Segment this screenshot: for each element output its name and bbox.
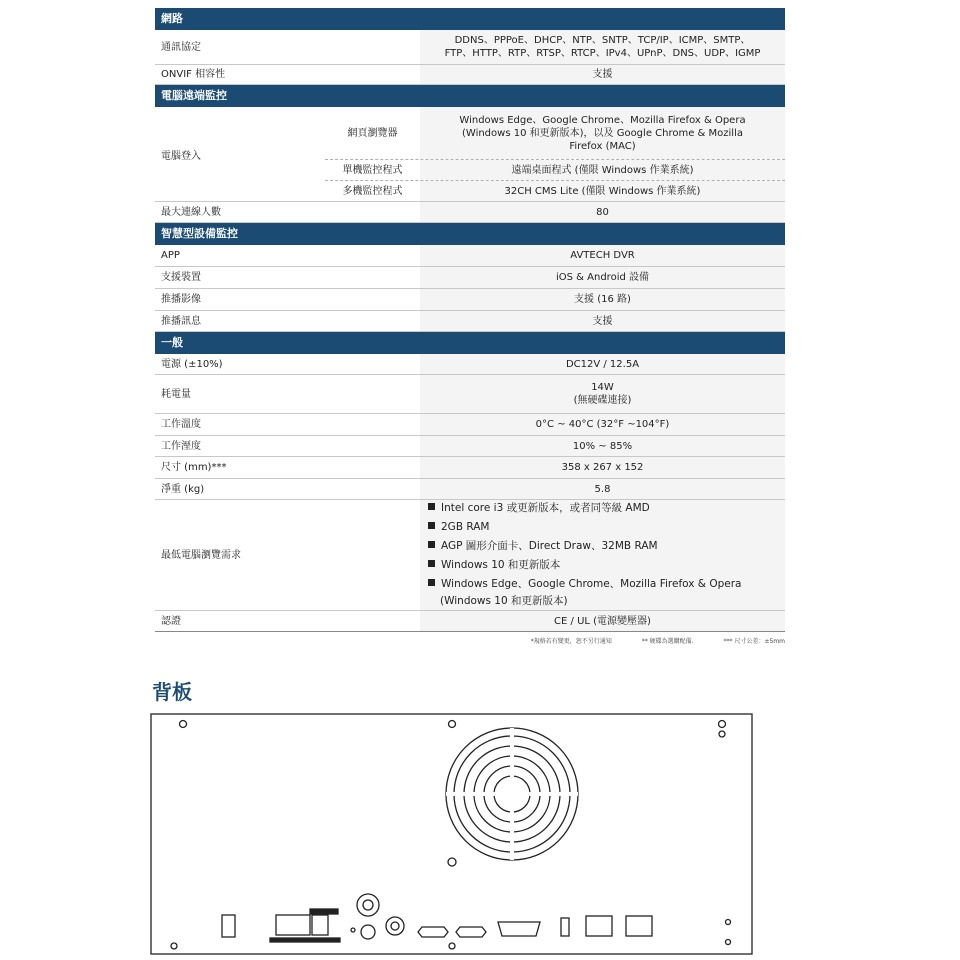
app-label: APP <box>161 250 180 261</box>
spec-sheet <box>155 8 785 645</box>
bnc-inner <box>363 900 373 910</box>
browser-value-line3: Firefox (MAC) <box>569 140 636 152</box>
row-temp <box>155 414 785 436</box>
browser-label: 網頁瀏覽器 <box>347 127 398 139</box>
humidity-label: 工作溼度 <box>161 440 201 452</box>
footnotes <box>155 636 785 645</box>
fan-grille-icon <box>446 728 725 866</box>
row-browser <box>325 107 785 160</box>
video-in-bnc-icon <box>357 894 379 916</box>
row-humidity <box>155 436 785 457</box>
power-port-icon <box>222 915 235 937</box>
footnote-2: ** 硬碟為選購配備. <box>641 638 694 645</box>
min-req-text: 2GB RAM <box>441 521 490 533</box>
audio-out-icon <box>361 925 375 939</box>
min-req-label: 最低電腦瀏覽需求 <box>161 549 241 561</box>
row-app <box>155 245 785 267</box>
footnote-3: *** 尺寸公差：±5mm <box>723 638 785 645</box>
row-multi-monitor <box>325 181 785 201</box>
min-req-item <box>426 519 489 536</box>
rj45-port-icon <box>626 916 652 936</box>
row-size <box>155 457 785 479</box>
screw-hole <box>726 920 731 925</box>
vga-port-icon <box>498 922 540 936</box>
bnc-inner <box>391 922 399 930</box>
section-general: 一般 <box>155 332 785 354</box>
browser-value-line1: Windows Edge、Google Chrome、Mozilla Firefox & Opera <box>459 114 746 126</box>
push-msg-value: 支援 <box>420 311 785 331</box>
onvif-value: 支援 <box>420 65 785 84</box>
alarm-port-icon <box>276 915 310 935</box>
single-monitor-label: 單機監控程式 <box>342 164 403 176</box>
size-value: 358 x 267 x 152 <box>420 457 785 478</box>
device-label: 支援裝置 <box>161 272 201 283</box>
consumption-value-line1: 14W <box>591 382 614 393</box>
row-single-monitor <box>325 160 785 181</box>
back-panel-title: 背板 <box>152 680 192 704</box>
protocol-value <box>420 30 785 64</box>
screw-hole <box>449 943 455 949</box>
min-req-text: Intel core i3 或更新版本，或者同等級 AMD <box>441 502 650 514</box>
pc-login-label: 電腦登入 <box>161 150 201 162</box>
screw-hole <box>719 721 726 728</box>
push-msg-label: 推播訊息 <box>161 315 201 327</box>
power-value: DC12V / 12.5A <box>420 354 785 374</box>
consumption-value <box>420 375 785 413</box>
screw-hole <box>180 721 187 728</box>
min-req-item <box>426 500 650 517</box>
min-req-item <box>426 576 779 610</box>
row-weight <box>155 479 785 500</box>
pc-login-rows <box>325 107 785 201</box>
row-onvif <box>155 65 785 85</box>
app-value: AVTECH DVR <box>420 245 785 266</box>
row-push-msg <box>155 311 785 332</box>
screw-hole <box>171 943 177 949</box>
hdmi-port-icon <box>456 927 486 937</box>
power-label: 電源 (±10%) <box>161 358 223 370</box>
footnote-1: *規格若有變更，恕不另行通知 <box>530 638 612 645</box>
row-cert <box>155 611 785 632</box>
section-remote: 電腦遠端監控 <box>155 85 785 107</box>
row-min-req <box>155 500 785 611</box>
temp-label: 工作溫度 <box>161 419 201 430</box>
browser-value <box>420 107 785 159</box>
multi-monitor-label: 多機監控程式 <box>342 185 403 197</box>
cert-label: 認證 <box>161 615 181 627</box>
push-video-value: 支援 (16 路) <box>420 289 785 310</box>
min-req-text: Windows Edge、Google Chrome、Mozilla Firefox & Opera (Windows 10 和更新版本) <box>440 578 742 607</box>
rj45-port-icon <box>586 916 612 936</box>
audio-in-icon <box>351 928 355 932</box>
row-consumption <box>155 375 785 414</box>
row-push-video <box>155 289 785 311</box>
cert-value: CE / UL (電源變壓器) <box>420 611 785 631</box>
section-network: 網路 <box>155 8 785 30</box>
port-label-strip <box>270 938 340 942</box>
min-req-text: AGP 圖形介面卡、Direct Draw、32MB RAM <box>441 540 658 552</box>
row-protocol <box>155 30 785 65</box>
consumption-label: 耗電量 <box>161 388 191 400</box>
screw-hole <box>449 721 456 728</box>
row-power <box>155 354 785 375</box>
min-req-list <box>420 500 785 610</box>
lan-port-icon <box>312 915 328 935</box>
weight-label: 淨重 (kg) <box>161 483 205 495</box>
row-max-connections <box>155 202 785 223</box>
multi-monitor-value: 32CH CMS Lite (僅限 Windows 作業系統) <box>420 181 785 201</box>
protocol-label: 通訊協定 <box>161 41 201 53</box>
device-value: iOS & Android 設備 <box>420 267 785 288</box>
humidity-value: 10% ~ 85% <box>420 436 785 456</box>
weight-value: 5.8 <box>420 479 785 499</box>
onvif-label: ONVIF 相容性 <box>161 69 226 80</box>
group-pc-login <box>155 107 785 202</box>
video-out-bnc-icon <box>386 917 404 935</box>
browser-value-line2: (Windows 10 和更新版本)，以及 Google Chrome & Mozilla <box>462 127 743 139</box>
port-label-strip <box>310 909 338 914</box>
back-panel-outline <box>151 714 752 954</box>
size-label: 尺寸 (mm)*** <box>161 462 227 473</box>
min-req-item <box>426 538 658 555</box>
protocol-value-line1: DDNS、PPPoE、DHCP、NTP、SNTP、TCP/IP、ICMP、SMTP、 <box>454 35 751 46</box>
consumption-value-line2: (無硬碟連接) <box>573 395 632 406</box>
back-panel-diagram <box>150 712 755 957</box>
protocol-value-line2: FTP、HTTP、RTP、RTSP、RTCP、IPv4、UPnP、DNS、UDP、IGMP <box>444 48 761 59</box>
ground-icon <box>726 940 731 945</box>
temp-value: 0°C ~ 40°C (32°F ~104°F) <box>420 414 785 435</box>
max-connections-value: 80 <box>420 202 785 222</box>
usb-port-icon <box>561 918 569 936</box>
row-device <box>155 267 785 289</box>
push-video-label: 推播影像 <box>161 294 201 305</box>
hdmi-port-icon <box>418 927 448 937</box>
min-req-item <box>426 557 560 574</box>
max-connections-label: 最大連線人數 <box>161 206 221 218</box>
min-req-text: Windows 10 和更新版本 <box>441 559 561 571</box>
single-monitor-value: 遠端桌面程式 (僅限 Windows 作業系統) <box>420 160 785 180</box>
section-smart: 智慧型設備監控 <box>155 223 785 245</box>
